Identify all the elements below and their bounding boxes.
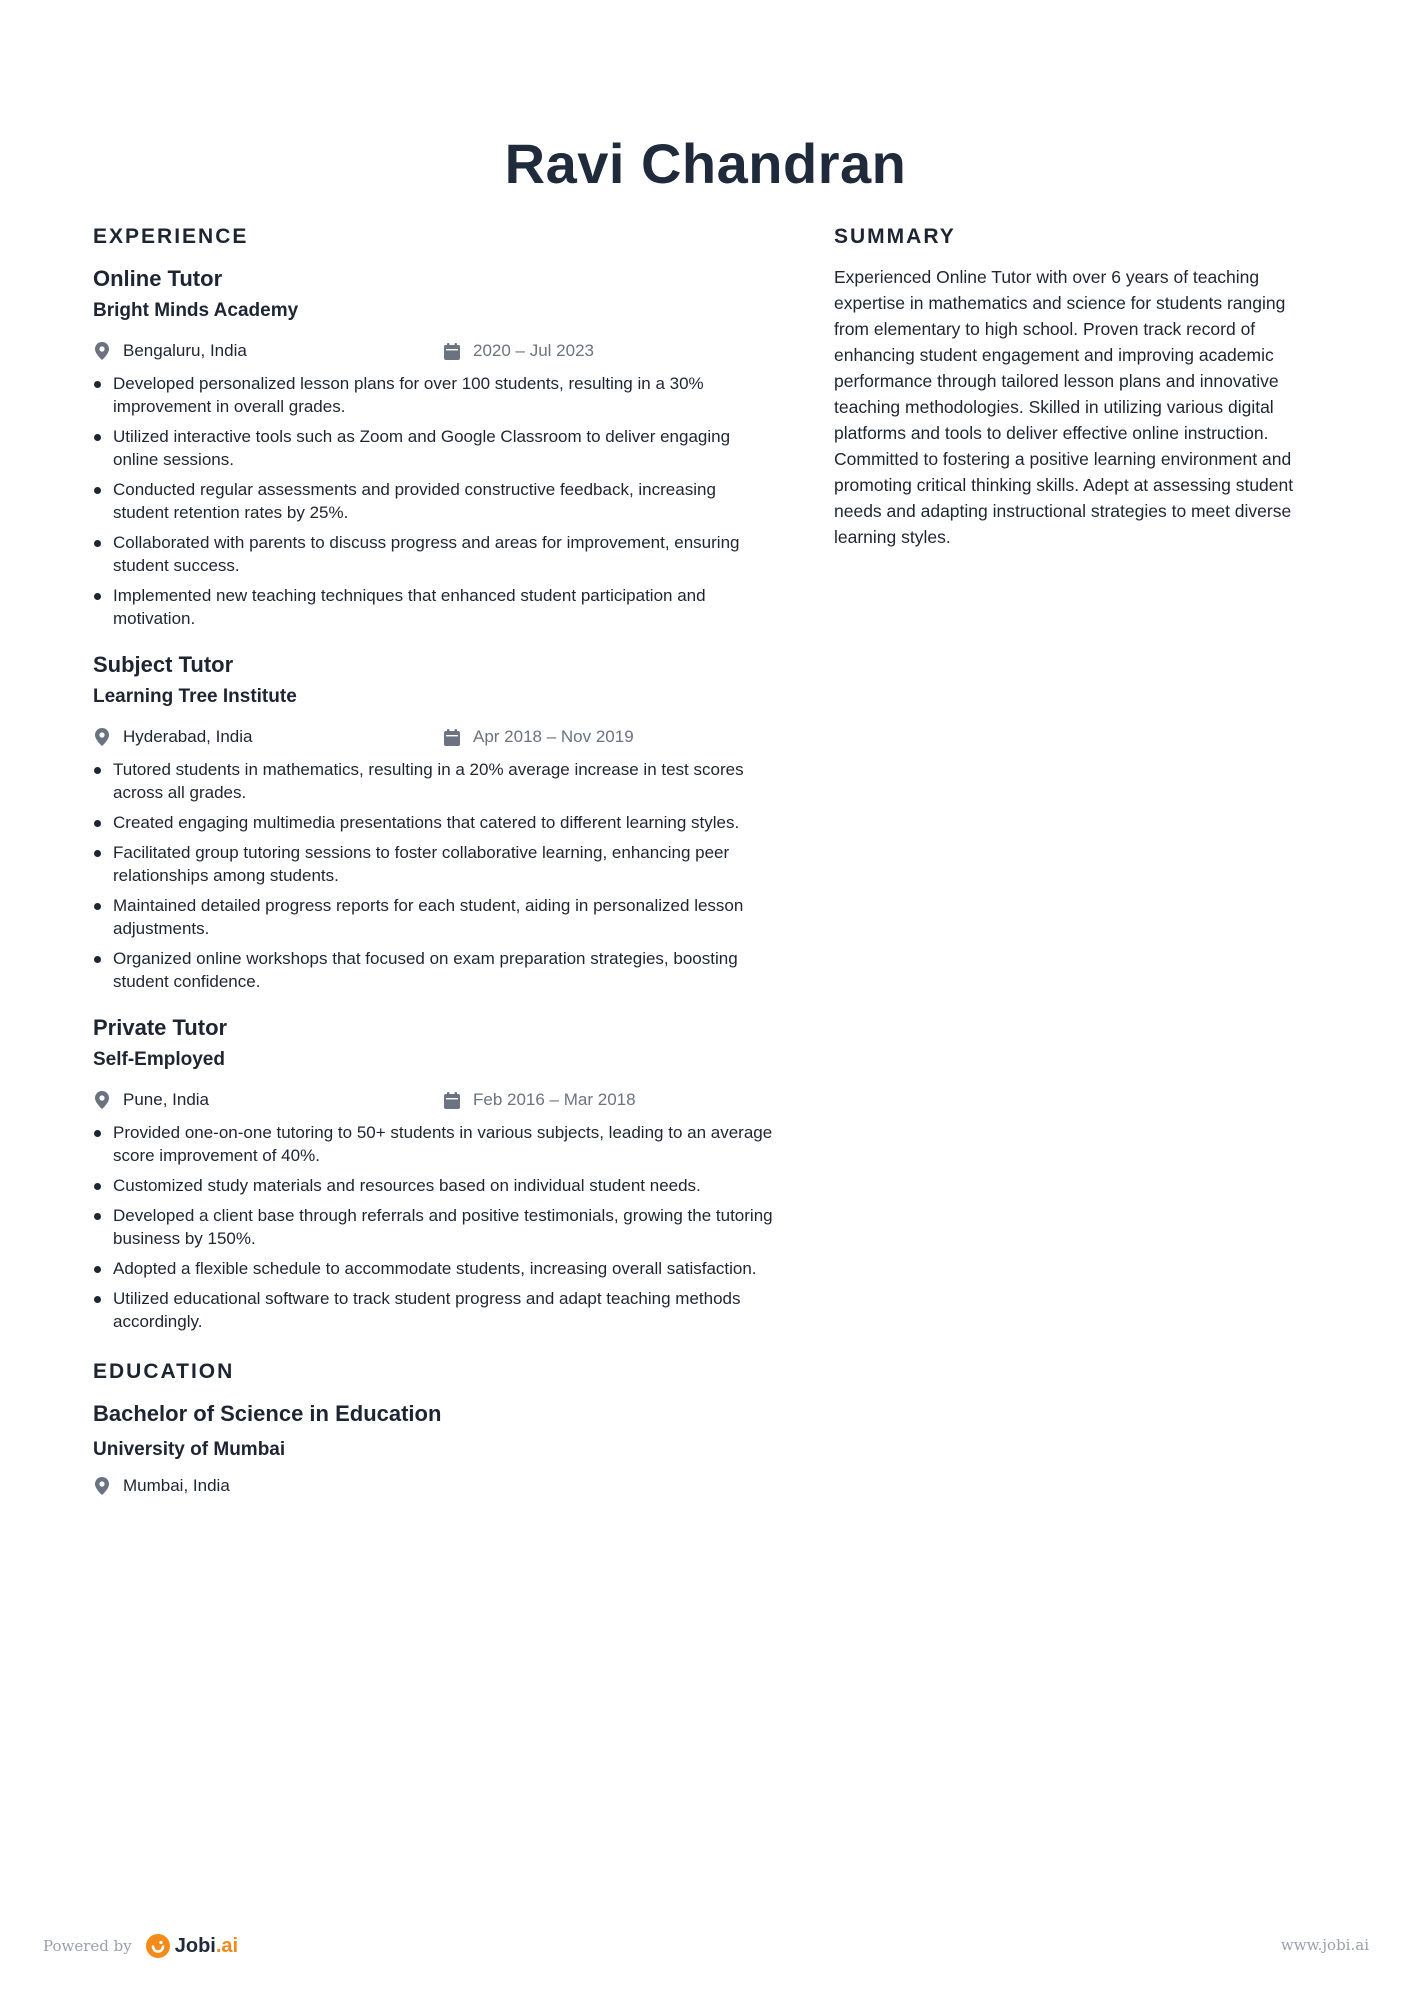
experience-section [93, 222, 773, 1333]
logo-suffix-text: .ai [215, 1934, 239, 1957]
jobi-logo-text [175, 1935, 238, 1958]
left-column [93, 222, 773, 1499]
job-title: Subject Tutor [93, 652, 234, 677]
right-column [834, 222, 1324, 550]
job-company: Self-Employed [93, 1049, 225, 1070]
school-name: University of Mumbai [93, 1439, 286, 1460]
job-dates-text: Apr 2018 – Nov 2019 [473, 727, 634, 746]
job-bullet: Adopted a flexible schedule to accommodate students, increasing overall satisfaction. [93, 1257, 773, 1280]
calendar-icon [443, 728, 461, 746]
calendar-icon [443, 342, 461, 360]
education-heading: EDUCATION [93, 1360, 235, 1383]
summary-section [834, 222, 1324, 550]
job-meta [93, 724, 773, 750]
job-bullets [93, 1121, 773, 1333]
map-pin-icon [93, 1477, 111, 1495]
jobi-logo[interactable] [146, 1934, 238, 1958]
job-company: Learning Tree Institute [93, 686, 297, 707]
summary-text: Experienced Online Tutor with over 6 years of teaching expertise in mathematics and science for students ranging from elementary to high school. Proven track record of enhancing student engagement and improving academic performance through tailored lesson plans and innovative teaching methodologies. Skilled in utilizing various digital platforms and tools to deliver effective online instruction. Committed to fostering a positive learning environment and promoting critical thinking skills. Adept at assessing student needs and adapting instructional strategies to meet diverse learning styles. [834, 267, 1294, 547]
footer-powered-by [43, 1934, 238, 1958]
job-location-text: Hyderabad, India [123, 727, 253, 746]
job-meta [93, 1087, 773, 1113]
education-meta [93, 1473, 773, 1499]
powered-by-label: Powered by [43, 1937, 132, 1955]
jobi-logo-icon [146, 1934, 170, 1958]
job-bullet: Customized study materials and resources based on individual student needs. [93, 1174, 773, 1197]
job-bullet: Conducted regular assessments and provided constructive feedback, increasing student retention rates by 25%. [93, 478, 773, 524]
job-bullet: Organized online workshops that focused on exam preparation strategies, boosting student confidence. [93, 947, 773, 993]
job-dates [443, 1090, 636, 1110]
job-company: Bright Minds Academy [93, 300, 299, 321]
map-pin-icon [93, 1091, 111, 1109]
job-location-text: Bengaluru, India [123, 341, 247, 360]
map-pin-icon [93, 342, 111, 360]
calendar-icon [443, 1091, 461, 1109]
footer-website-link[interactable]: www.jobi.ai [1280, 1936, 1369, 1954]
job-dates-text: 2020 – Jul 2023 [473, 341, 594, 360]
education-section [93, 1357, 773, 1499]
experience-heading: EXPERIENCE [93, 225, 249, 248]
degree-title: Bachelor of Science in Education [93, 1401, 442, 1426]
job-title: Online Tutor [93, 266, 223, 291]
resume-name: Ravi Chandran [504, 132, 907, 195]
job-bullet: Created engaging multimedia presentations that catered to different learning styles. [93, 811, 773, 834]
job-dates-text: Feb 2016 – Mar 2018 [473, 1090, 636, 1109]
summary-heading: SUMMARY [834, 225, 956, 248]
job-bullet: Tutored students in mathematics, resulting in a 20% average increase in test scores across all grades. [93, 758, 773, 804]
job-entry [93, 650, 773, 993]
job-location-text: Pune, India [123, 1090, 210, 1109]
logo-main-text: Jobi [174, 1934, 216, 1957]
job-bullet: Maintained detailed progress reports for each student, aiding in personalized lesson adjustments. [93, 894, 773, 940]
job-bullet: Utilized interactive tools such as Zoom and Google Classroom to deliver engaging online sessions. [93, 425, 773, 471]
job-bullet: Collaborated with parents to discuss progress and areas for improvement, ensuring student success. [93, 531, 773, 577]
map-pin-icon [93, 728, 111, 746]
job-location [93, 1090, 443, 1110]
job-bullet: Implemented new teaching techniques that enhanced student participation and motivation. [93, 584, 773, 630]
job-location [93, 727, 443, 747]
job-dates [443, 727, 634, 747]
job-bullet: Provided one-on-one tutoring to 50+ students in various subjects, leading to an average score improvement of 40%. [93, 1121, 773, 1167]
jobs-list [93, 264, 773, 1333]
job-entry [93, 264, 773, 630]
job-dates [443, 341, 594, 361]
job-bullets [93, 372, 773, 630]
education-location [93, 1476, 443, 1496]
job-meta [93, 338, 773, 364]
education-location-text: Mumbai, India [123, 1476, 230, 1495]
job-location [93, 341, 443, 361]
job-entry [93, 1013, 773, 1333]
job-bullet: Developed a client base through referrals and positive testimonials, growing the tutoring business by 150%. [93, 1204, 773, 1250]
job-title: Private Tutor [93, 1015, 228, 1040]
job-bullet: Utilized educational software to track student progress and adapt teaching methods accordingly. [93, 1287, 773, 1333]
job-bullets [93, 758, 773, 993]
job-bullet: Facilitated group tutoring sessions to foster collaborative learning, enhancing peer relationships among students. [93, 841, 773, 887]
job-bullet: Developed personalized lesson plans for over 100 students, resulting in a 30% improvement in overall grades. [93, 372, 773, 418]
